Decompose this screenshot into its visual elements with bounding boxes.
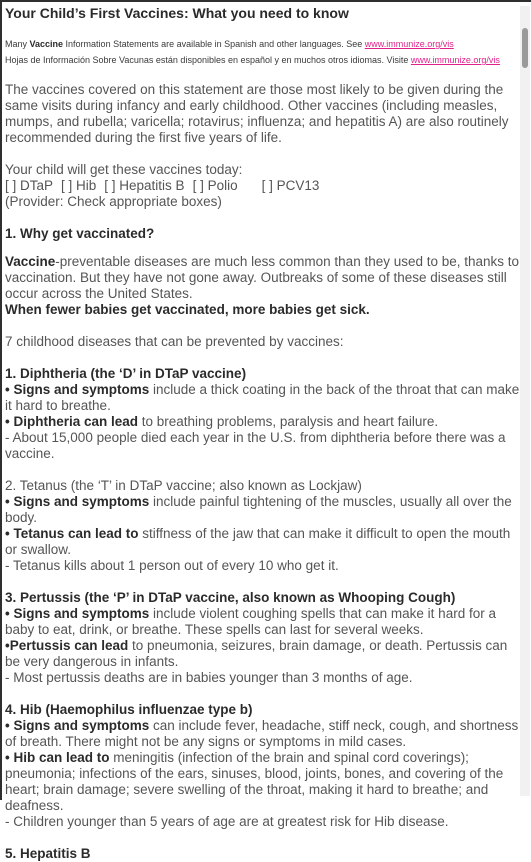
document-content bbox=[5, 4, 525, 862]
hib-lead: • Hib can lead to meningitis (infection of the brain and spinal cord coverings); pneumonia; infections of the ears, sinuses, blood, joints, bones, and covering of the heart; brain damage; severe swelling of the throat, making it hard to breathe; and deafness. bbox=[5, 750, 504, 813]
pertussis-heading: 3. Pertussis (the ‘P’ in DTaP vaccine, also known as Whooping Cough) bbox=[5, 590, 456, 605]
checkbox-polio[interactable]: [ ] Polio bbox=[192, 178, 238, 193]
tetanus-heading: 2. Tetanus (the ‘T’ in DTaP vaccine; also known as Lockjaw) bbox=[5, 478, 362, 493]
hib-fact: - Children younger than 5 years of age are at greatest risk for Hib disease. bbox=[5, 814, 449, 829]
language-note-en: Many Vaccine Information Statements are available in Spanish and other languages. See www.immunize.org/vis bbox=[5, 39, 454, 49]
tetanus-lead: • Tetanus can lead to stiffness of the jaw that can make it difficult to open the mouth or swallow. bbox=[5, 526, 511, 557]
tetanus-symptoms: • Signs and symptoms include painful tightening of the muscles, usually all over the body. bbox=[5, 494, 512, 525]
diphtheria-fact: - About 15,000 people died each year in the U.S. from diphtheria before there was a vaccine. bbox=[5, 430, 506, 461]
pertussis-fact: - Most pertussis deaths are in babies younger than 3 months of age. bbox=[5, 670, 413, 685]
tetanus-fact: - Tetanus kills about 1 person out of every 10 who get it. bbox=[5, 558, 339, 573]
checkbox-dtap[interactable]: [ ] DTaP bbox=[5, 178, 54, 193]
checkbox-pcv13[interactable]: [ ] PCV13 bbox=[261, 178, 320, 193]
page-title: Your Child’s First Vaccines: What you need to know bbox=[5, 5, 349, 21]
immunize-link-es[interactable]: www.immunize.org/vis bbox=[410, 55, 500, 65]
hepatitis-b-heading: 5. Hepatitis B bbox=[5, 846, 91, 861]
immunize-link[interactable]: www.immunize.org/vis bbox=[364, 39, 454, 49]
language-note-es: Hojas de Información Sobre Vacunas están disponibles en español y en muchos otros idiomas. Visite www.immunize.org/vis bbox=[5, 55, 500, 65]
checkbox-hib[interactable]: [ ] Hib bbox=[61, 178, 97, 193]
vaccine-checkbox-row bbox=[5, 178, 525, 194]
why-paragraph: Vaccine-preventable diseases are much less common than they used to be, thanks to vaccination. But they have not gone away. Outbreaks of some of these diseases still occur across the United States. When fewer babies get vaccinated, more babies get sick. bbox=[5, 254, 520, 317]
intro-paragraph: The vaccines covered on this statement are those most likely to be given during the same visits during infancy and early childhood. Other vaccines (including measles, mumps, and rubella; varicella; rotavirus; influenza; and hepatitis A) are also routinely recommended during the first five years of life. bbox=[5, 82, 509, 145]
pertussis-symptoms: • Signs and symptoms include violent coughing spells that can make it hard for a baby to eat, drink, or breathe. These spells can last for several weeks. bbox=[5, 606, 496, 637]
diphtheria-symptoms: • Signs and symptoms include a thick coating in the back of the throat that can make it hard to breathe. bbox=[5, 382, 520, 413]
diphtheria-heading: 1. Diphtheria (the ‘D’ in DTaP vaccine) bbox=[5, 366, 247, 381]
pertussis-lead: •Pertussis can lead to pneumonia, seizures, brain damage, or death. Pertussis can be very dangerous in infants. bbox=[5, 638, 508, 669]
vaccines-today-label: Your child will get these vaccines today: bbox=[5, 162, 243, 177]
why-heading: 1. Why get vaccinated? bbox=[5, 226, 155, 241]
diseases-intro: 7 childhood diseases that can be prevented by vaccines: bbox=[5, 334, 344, 349]
checkbox-hepatitis-b[interactable]: [ ] Hepatitis B bbox=[104, 178, 185, 193]
scrollbar-thumb[interactable] bbox=[522, 28, 528, 68]
vertical-scrollbar[interactable] bbox=[520, 6, 530, 796]
diphtheria-lead: • Diphtheria can lead to breathing problems, paralysis and heart failure. bbox=[5, 414, 439, 429]
provider-note: (Provider: Check appropriate boxes) bbox=[5, 194, 222, 209]
hib-symptoms: • Signs and symptoms can include fever, headache, stiff neck, cough, and shortness of breath. There might not be any signs or symptoms in mild cases. bbox=[5, 718, 519, 749]
hib-heading: 4. Hib (Haemophilus influenzae type b) bbox=[5, 702, 253, 717]
